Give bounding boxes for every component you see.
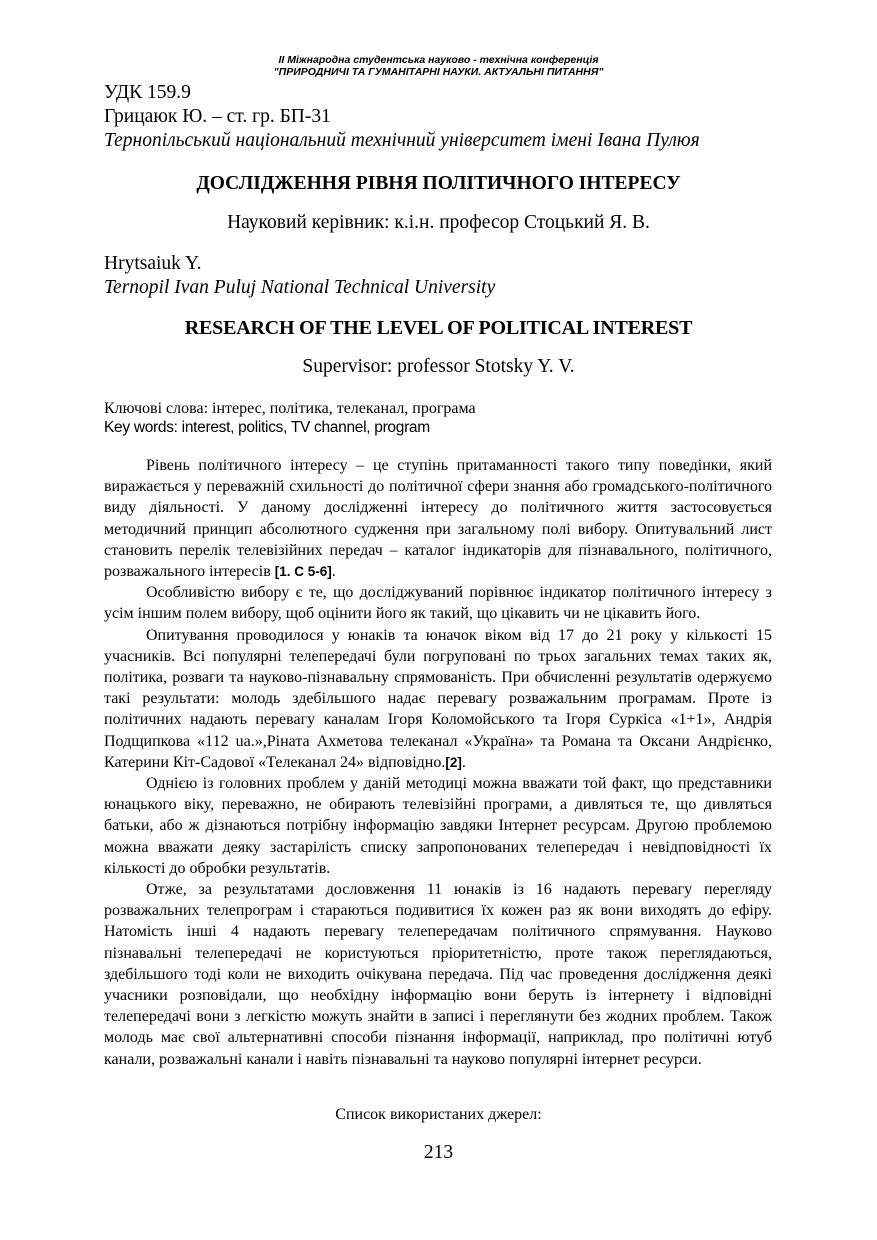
conference-name: II Міжнародна студентська науково - технічна конференція xyxy=(278,54,599,66)
title-en: RESEARCH OF THE LEVEL OF POLITICAL INTEREST xyxy=(184,317,693,339)
page-number: 213 xyxy=(423,1142,454,1163)
paragraph-4: Однією із головних проблем у даній методиці можна вважати той факт, що представники юнацького віку, переважно, не обирають телевізійні програми, а дивляться те, що дивляться батьки, або ж дізнаються потрібну інформацію завдяки Інтернет ресурсам. Другою проблемою можна вважати деяку застарілість списку запропонованих телепередач і невідповідності їх кількості до обробки результатів. xyxy=(104,775,772,877)
author-en: Hrytsaiuk Y. xyxy=(104,253,202,274)
citation: [1. С 5-6] xyxy=(274,564,332,580)
supervisor-ua: Науковий керівник: к.і.н. професор Стоцький Я. В. xyxy=(227,212,650,233)
article-body xyxy=(104,455,772,1070)
paragraph-3: Опитування проводилося у юнаків та юначок віком від 17 до 21 року у кількості 15 учасників. Всі популярні телепередачі були погруповані по трьох загальних темах таких як, політика, розваги та науково-пізнавальну спрямованість. При обчисленні результатів одержуємо такі результати: молодь здебільшого надає перевагу розважальним програмам. Проте із політичних надають перевагу каналам Ігоря Коломойського та Ігоря Суркіса «1+1», Андрія Подщипкова «112 ua.»,Ріната Ахметова телеканал «Україна» та Романа та Оксани Андрієнко, Катерини Кіт-Садової «Телеканал 24» відповідно.[2]. xyxy=(104,626,772,771)
supervisor-en: Supervisor: professor Stotsky Y. V. xyxy=(302,356,575,377)
keywords-en: Key words: interest, politics, TV channel, program xyxy=(104,419,430,436)
udk-code: УДК 159.9 xyxy=(104,82,191,103)
paragraph-1: Рівень політичного інтересу – це ступінь притаманності такого типу поведінки, який виражається у переважній схильності до політичної сфери знання або громадського-політичного виду діяльності. У даному дослідженні інтересу до політичного життя застосовується методичний принцип абсолютного судження при загальному полі вибору. Опитувальний лист становить перелік телевізійних передач – каталог індикаторів для пізнавального, політичного, розважального інтересів [1. С 5-6]. xyxy=(104,457,772,581)
title-ua: ДОСЛІДЖЕННЯ РІВНЯ ПОЛІТИЧНОГО ІНТЕРЕСУ xyxy=(196,173,681,194)
conference-theme: "ПРИРОДНИЧІ ТА ГУМАНІТАРНІ НАУКИ. АКТУАЛЬНІ ПИТАННЯ" xyxy=(273,66,604,78)
paragraph-2: Особливістю вибору є те, що досліджуваний порівнює індикатор політичного інтересу з усім іншим полем вибору, щоб оцінити його як такий, що цікавить чи не цікавить його. xyxy=(104,584,772,623)
affiliation-ua: Тернопільський національний технічний університет імені Івана Пулюя xyxy=(104,130,700,151)
references-heading: Список використаних джерел: xyxy=(335,1106,542,1123)
affiliation-en: Ternopil Ivan Puluj National Technical University xyxy=(104,277,496,298)
keywords-ua: Ключові слова: інтерес, політика, телеканал, програма xyxy=(104,400,476,417)
author-ua: Грицаюк Ю. – ст. гр. БП-31 xyxy=(104,106,331,127)
paragraph-5: Отже, за результатами дословження 11 юнаків із 16 надають перевагу перегляду розважальних телепрограм і стараються подивитися їх кожен раз як вони виходять до ефіру. Натомість інші 4 надають перевагу телепередачам політичного спрямування. Науково пізнавальні телепередачі не користуються пріоритетністю, проте також переглядаються, здебільшого тоді коли не виходить очікувана передача. Під час проведення дослідження деякі учасники розповідали, що необхідну інформацію вони беруть із інтернету і відповідні телепередачі вони з легкістю можуть знайти в записі і переглянути без жодних проблем. Також молодь має свої альтернативні способи пізнання інформації, наприклад, про політичні ютуб канали, розважальні канали і навіть пізнавальні та науково популярні інтернет ресурси. xyxy=(104,881,772,1068)
citation: [2] xyxy=(445,754,462,770)
